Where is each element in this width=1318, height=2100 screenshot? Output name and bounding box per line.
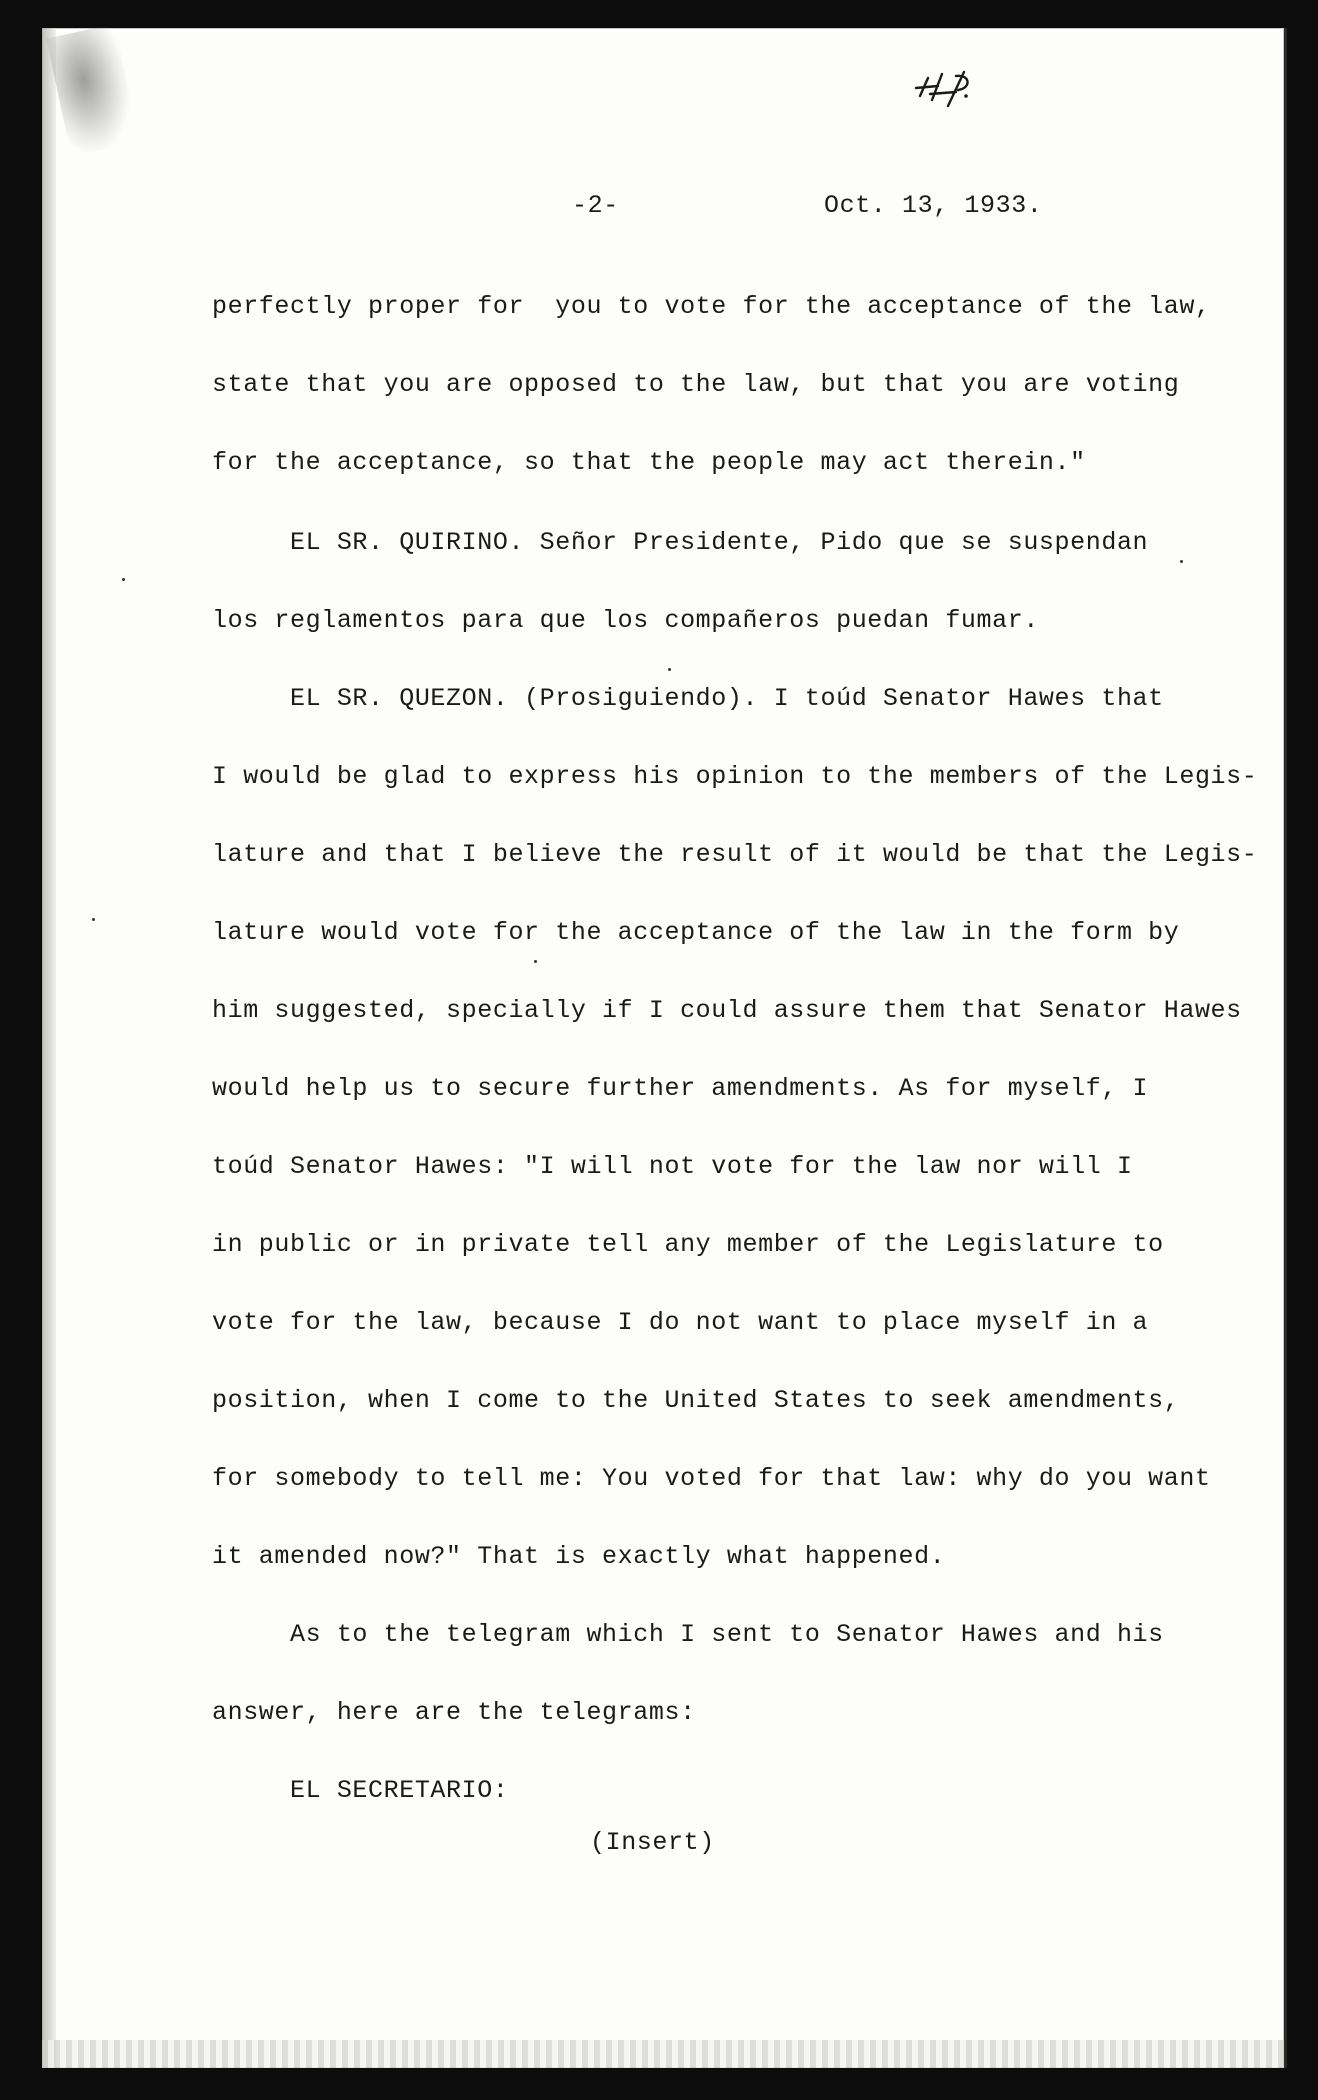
text-line: for somebody to tell me: You voted for that law: why do you want (212, 1464, 1211, 1493)
ink-speck (1180, 560, 1183, 563)
text-line: vote for the law, because I do not want to place myself in a (212, 1308, 1149, 1337)
text-line: state that you are opposed to the law, but that you are voting (212, 370, 1180, 399)
text-line: perfectly proper for you to vote for the acceptance of the law, (212, 292, 1211, 321)
text-line: answer, here are the telegrams: (212, 1698, 696, 1727)
text-line: him suggested, specially if I could assure them that Senator Hawes (212, 996, 1242, 1025)
text-line: EL SR. QUEZON. (Prosiguiendo). I toúd Senator Hawes that (212, 684, 1164, 713)
text-line: lature would vote for the acceptance of the law in the form by (212, 918, 1180, 947)
text-line: As to the telegram which I sent to Senator Hawes and his (212, 1620, 1164, 1649)
text-line: lature and that I believe the result of it would be that the Legis- (212, 840, 1258, 869)
page-bottom-edge (42, 2040, 1284, 2068)
document-page (42, 28, 1287, 2068)
text-line: EL SECRETARIO: (212, 1776, 509, 1805)
ink-speck (122, 578, 125, 581)
text-line: would help us to secure further amendments. As for myself, I (212, 1074, 1149, 1103)
text-line: I would be glad to express his opinion to the members of the Legis- (212, 762, 1258, 791)
text-line: EL SR. QUIRINO. Señor Presidente, Pido que se suspendan (212, 528, 1149, 557)
text-line: los reglamentos para que los compañeros puedan fumar. (212, 606, 1039, 635)
insert-note: (Insert) (590, 1828, 715, 1857)
ink-speck (92, 918, 95, 921)
ink-speck (534, 960, 537, 963)
text-line: position, when I come to the United States to seek amendments, (212, 1386, 1180, 1415)
document-date: Oct. 13, 1933. (824, 191, 1043, 220)
handwritten-initials (912, 66, 982, 122)
ink-speck (668, 668, 671, 671)
text-line: for the acceptance, so that the people may act therein." (212, 448, 1086, 477)
page-edge-shadow (42, 28, 56, 2068)
text-line: it amended now?" That is exactly what happened. (212, 1542, 946, 1571)
text-line: in public or in private tell any member of the Legislature to (212, 1230, 1164, 1259)
page-number: -2- (572, 191, 619, 220)
text-line: toúd Senator Hawes: "I will not vote for the law nor will I (212, 1152, 1133, 1181)
